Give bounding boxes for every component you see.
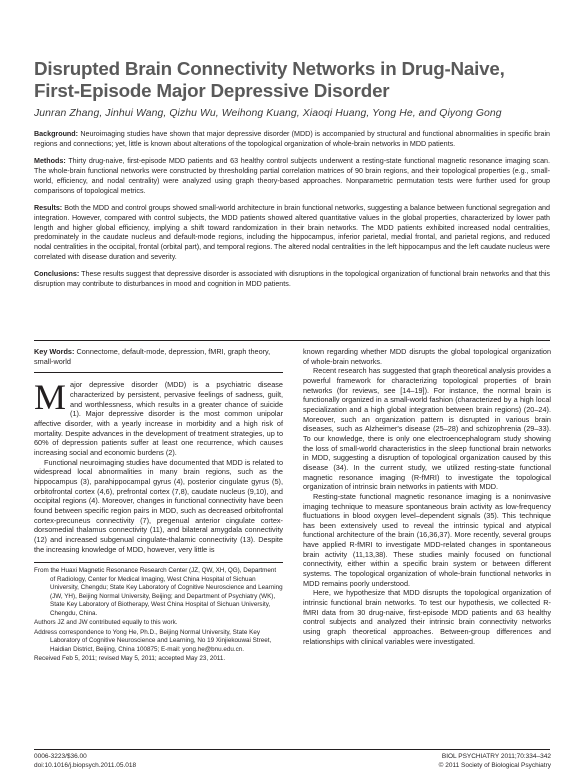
footer-journal: BIOL PSYCHIATRY 2011;70:334–342	[441, 753, 551, 760]
intro-paragraph-1-text: ajor depressive disorder (MDD) is a psychiatric disease characterized by persistent, pervasive feelings of sadness, guilt, and worthlessness, which results in a greater chance of suicide (1). Major depressive disorder is the most common unipolar affective disorder, with a yearly increase in morbidity and a high risk of mortality. Despite advances in the development of treatment strategies, up to 60% of depression patients suffer at least one recurrence, which causes increasing social and economic burdens (2).	[34, 380, 283, 457]
body-paragraph-hypothesis: Here, we hypothesize that MDD disrupts the topological organization of intrinsic functional brain networks. To test our hypothesis, we collected R-fMRI data from 30 drug-naive, first-episode MDD patients and 63 healthy control subjects and analyzed their intrinsic brain connectivity networks using graph theoretical approaches. Between-group differences and relationships with clinical variables were investigated.	[303, 588, 551, 646]
title-line-1: Disrupted Brain Connectivity Networks in Drug-Naive,	[34, 58, 505, 79]
conclusions-text: These results suggest that depressive disorder is associated with disruptions in the topological organization of functional brain networks and that this disruption may contribute to disturbances in mood and cognition in MDD patients.	[34, 270, 550, 289]
footnote-divider	[34, 562, 283, 563]
intro-paragraph-2: Functional neuroimaging studies have documented that MDD is related to widespread local abnormalities in many brain regions, such as the hippocampus (3), parahippocampal gyrus (4), posterior cingulate gyrus (5), orbitofrontal cortex (4,6), prefrontal cortex (7,8), caudate nucleus (9,10), and occipital regions (4). Moreover, changes in functional connectivity have been found between specific region pairs in MDD, such as decreased orbitofrontal cortex-precuneus connectivity (7), pregenual anterior cingulate cortex-dorsomedial thalamus connectivity (11), and bilateral amygdala connectivity (12) and increased subgenual cingulate-thalamic connectivity (13). Despite the increasing knowledge of MDD, however, very little is	[34, 457, 283, 554]
footer-copyright: © 2011 Society of Biological Psychiatry	[438, 761, 551, 769]
abstract-conclusions	[34, 270, 550, 289]
footnote-equal-contribution: Authors JZ and JW contributed equally to this work.	[34, 619, 178, 627]
right-column	[303, 347, 551, 646]
background-label: Background:	[34, 130, 79, 138]
abstract-background	[34, 130, 550, 149]
methods-label: Methods:	[34, 157, 66, 166]
footer-right	[439, 753, 551, 770]
footer-divider	[34, 749, 550, 750]
keywords-label: Key Words:	[34, 347, 75, 356]
footnote-affiliations: From the Huaxi Magnetic Resonance Research Center (JZ, QW, XH, QG), Department of Radiology, Center for Medical Imaging, West China Hospital of Sichuan University, Chengdu; State Key Laboratory of Cognitive Neuroscience and Learning (JW, YH), Beijing Normal University, Beijing; and Department of Psychiatry (WK), State Key Laboratory of Biotherapy, West China Hospital of Sichuan University, Chengdu, China.	[34, 567, 283, 617]
footnote-received: Received Feb 5, 2011; revised May 5, 2011; accepted May 23, 2011.	[34, 655, 226, 663]
footer-price: 0006-3223/$36.00	[34, 753, 87, 760]
keywords-divider	[34, 372, 283, 373]
body-paragraph-graph-theory: Recent research has suggested that graph theoretical analysis provides a powerful framework for characterizing topological properties of brain networks (for reviews, see [14–19]). For instance, the normal brain is functionally organized in a small-world fashion (characterized by a high local specialization and a high global integration between brain regions) (20–24). Moreover, such an organization pattern is disrupted in various brain diseases, such as Alzheimer's disease (25–28) and schizophrenia (29–33). To our knowledge, there is only one electroencephalogram study showing the loss of small-world characteristics in the sleep functional brain networks in MDD, suggesting a disruption of topological organization caused by this disease (34). In the current study, we utilized resting-state functional magnetic resonance imaging (R-fMRI) to investigate the topological organization of intrinsic brain networks in patients with MDD.	[303, 366, 551, 492]
keywords	[34, 347, 283, 366]
keywords-text: Connectome, default-mode, depression, fMRI, graph theory, small-world	[34, 347, 271, 366]
title-block	[34, 58, 554, 119]
intro-paragraph-1	[34, 377, 283, 457]
title-line-2: First-Episode Major Depressive Disorder	[34, 80, 390, 101]
background-text: Neuroimaging studies have shown that major depressive disorder (MDD) is accompanied by structural and functional abnormalities in specific brain regions and connections; yet, little is known about alterations of the topological organization of whole-brain networks in MDD patients.	[34, 130, 551, 148]
abstract-results	[34, 204, 550, 262]
body-continuation: known regarding whether MDD disrupts the global topological organization of whole-brain networks.	[303, 347, 551, 366]
article-title	[34, 58, 554, 102]
footnote-correspondence: Address correspondence to Yong He, Ph.D., Beijing Normal University, State Key Laboratory of Cognitive Neuroscience and Learning, No 19 Xinjiekouwai Street, Haidian District, Beijing, China 100875; E-mail: yong.he@bnu.edu.cn.	[34, 628, 272, 653]
body-paragraph-rfmri: Resting-state functional magnetic resonance imaging is a noninvasive imaging technique to measure spontaneous brain activity as low-frequency fluctuations in blood oxygen level–dependent signals (35). This technique has been extensively used to reveal the intrinsic typical and atypical functional architecture of the brain (16,36,37). More recently, several groups have applied R-fMRI to investigate MDD-related changes in spontaneous brain activity (11,13,38). These studies mainly focused on functional connectivity, either within a specific brain system or between different systems. The topological organization of whole-brain functional networks in MDD remains poorly understood.	[303, 491, 551, 588]
abstract-divider	[34, 340, 550, 341]
results-label: Results:	[34, 204, 63, 213]
abstract-methods	[34, 157, 550, 196]
footer-left	[34, 753, 136, 770]
abstract	[34, 130, 550, 298]
drop-cap: M	[34, 377, 67, 418]
methods-text: Thirty drug-naive, first-episode MDD patients and 63 healthy control subjects underwent a resting-state functional magnetic resonance imaging scan. The whole-brain functional networks were constructed by thresholding partial correlation matrices of 90 brain regions, and their topological properties (e.g., small-world, efficiency, and nodal centrality) were analyzed using graph theory-based approaches. Nonparametric permutation tests were further used for group comparisons of topological metrics.	[34, 157, 551, 195]
left-column	[34, 347, 283, 665]
conclusions-label: Conclusions:	[34, 270, 80, 279]
author-list: Junran Zhang, Jinhui Wang, Qizhu Wu, Weihong Kuang, Xiaoqi Huang, Yong He, and Qiyong Gong	[34, 108, 502, 119]
results-text: Both the MDD and control groups showed small-world architecture in brain functional networks, suggesting a balance between functional segregation and integration. However, compared with control subjects, the MDD patients showed altered quantitative values in the global properties, characterized by lower path length and higher global efficiency, implying a shift toward randomization in their brain networks. The MDD patients exhibited increased nodal centralities, predominately in the caudate nucleus and default-mode regions, including the hippocampus, inferior parietal, medial frontal, and parietal regions, and reduced nodal centralities in the occipital, frontal (orbital part), and temporal regions. The altered nodal centralities in the left hippocampus and the left caudate nucleus were correlated with disease duration and severity.	[34, 204, 551, 261]
footer-doi: doi:10.1016/j.biopsych.2011.05.018	[34, 761, 137, 769]
